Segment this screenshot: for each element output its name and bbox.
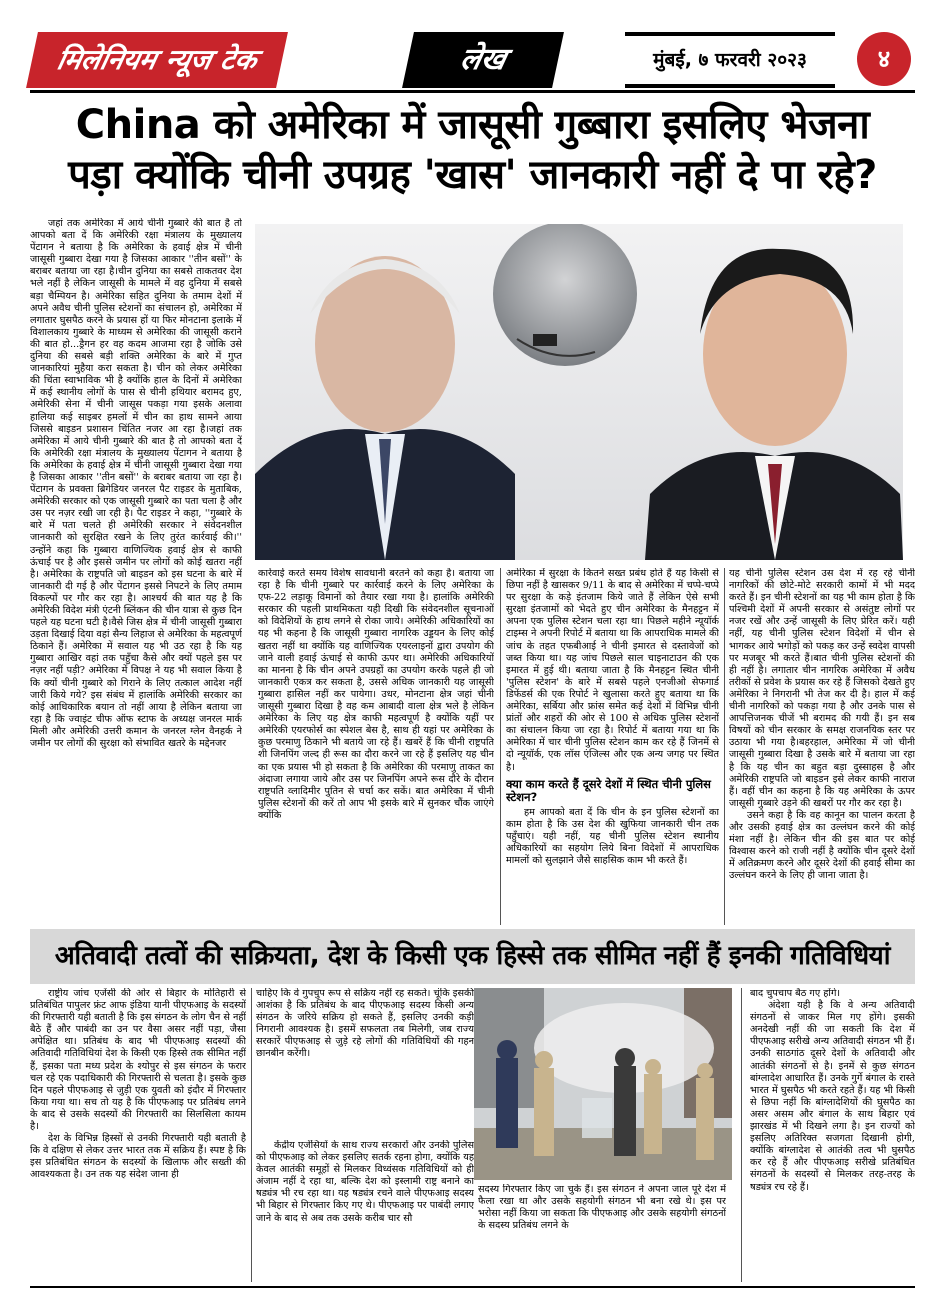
article2-column-1	[30, 988, 246, 1282]
article1-column-3	[506, 568, 719, 925]
article2-column-4	[750, 988, 915, 1282]
article-paragraph: अंदेशा यही है कि वे अन्य अतिवादी संगठनों से जाकर मिल गए होंगे। इसकी अनदेखी नहीं की जा सकती कि देश में पीएफआइ सरीखे अन्य अतिवादी संगठन भी हैं। उनकी साठगांठ दूसरे देशों के अतिवादी और आतंकी संगठनों से है। इनमें से कुछ संगठन बांग्लादेश आधारित हैं। उनके गुर्गे बंगाल के रास्ते भारत में घुसपैठ भी करते रहते हैं। यह भी किसी से छिपा नहीं कि बांग्लादेशियों की घुसपैठ का असर असम और बंगाल के साथ बिहार एवं झारखंड में भी दिखने लगा है। इन राज्यों को इसलिए अतिरिक्त सजगता दिखानी होगी, क्योंकि बांग्लादेश से आतंकी तत्व भी घुसपैठ कर रहे हैं और पीएफआइ सरीखे प्रतिबंधित संगठनों के सदस्यों से मिलकर तरह-तरह के षड्यंत्र रच रहे हैं।	[750, 1000, 915, 1193]
masthead	[0, 0, 945, 92]
main-headline	[20, 100, 925, 210]
headline-line-1: China को अमेरिका में जासूसी गुब्बारा इसलिए भेजना	[75, 102, 870, 148]
column-divider	[500, 568, 501, 925]
article-paragraph: बाद चुपचाप बैठ गए होंगे।	[750, 988, 841, 999]
article1-column-1	[30, 218, 242, 925]
bottom-rule	[30, 1286, 915, 1288]
article-subheading: क्या काम करते हैं दूसरे देशों में स्थित चीनी पुलिस स्टेशन?	[506, 776, 711, 804]
section-label: लेख	[402, 32, 564, 88]
main-photo	[255, 224, 903, 560]
page-number: ४	[857, 32, 911, 86]
article-paragraph: चाहिए कि वे गुपचुप रूप से सक्रिय नहीं रह सकते। चूंकि इसकी आशंका है कि प्रतिबंध के बाद पीएफआइ सदस्य किसी अन्य संगठन के जरिये सक्रिय हो सकते हैं, इसलिए उनकी कड़ी निगरानी आवश्यक है। इसमें सफलता तब मिलेगी, जब राज्य सरकारें पीएफआइ से जुड़े रहे लोगों की गतिविधियों की गहन छानबीन करेंगी।	[256, 988, 474, 1060]
article-paragraph: उसने कहा है कि वह कानून का पालन करता है और उसकी हवाई क्षेत्र का उल्लंघन करने की कोई मंशा नहीं है। लेकिन चीन की इस बात पर कोई विश्वास करने को राजी नहीं है क्योंकि चीन दूसरे देशों में अतिक्रमण करने और दूसरे देशों की हवाई सीमा का उल्लंघन करने के लिए ही जाना जाता है।	[729, 809, 915, 882]
newspaper-brand: मिलेनियम न्यूज टेक	[26, 32, 288, 88]
biden-xi-balloon-illustration	[255, 224, 903, 560]
article1-column-2	[258, 568, 494, 925]
article1-column-4	[729, 568, 915, 925]
article2-column-2	[256, 988, 474, 1137]
article-paragraph: हम आपको बता दें कि चीन के इन पुलिस स्टेशनों का काम होता है कि उस देश की खुफिया जानकारी चीन तक पहुँचाएं। यही नहीं, यह चीनी पुलिस स्टेशन स्थानीय अधिकारियों का सहयोग लिये बिना विदेशों में आपराधिक मामलों को सुलझाने जैसे साहसिक काम भी करते हैं।	[506, 806, 719, 866]
article-paragraph: अमेरिका में सुरक्षा के कितने सख्त प्रबंध होते हैं यह किसी से छिपा नहीं है खासकर 9/11 के बाद से अमेरिका में चप्पे-चप्पे पर सुरक्षा के कड़े इंतजाम किये जाते हैं लेकिन ऐसे सभी सुरक्षा इंतजामों को भेदते हुए चीन अमेरिका के मैनहट्टन में अपना एक पुलिस स्टेशन चला रहा था। पिछले महीने न्यूयॉर्क टाइम्स ने अपनी रिपोर्ट में बताया था कि आपराधिक मामले की जांच के तहत एफबीआई ने चीनी इमारत से दस्तावेजों को जब्त किया था। यह जांच पिछले साल चाइनाटाउन की एक इमारत में हुई थी। बताया जाता है कि मैनहट्टन स्थित चीनी 'पुलिस स्टेशन' के बारे में सबसे पहले एनजीओ सेफगार्ड डिफेंडर्स की एक रिपोर्ट ने खुलासा करते हुए बताया था कि अमेरिका, सर्बिया और फ्रांस समेत कई देशों में विभिन्न चीनी प्रांतों और शहरों की ओर से 100 से अधिक पुलिस स्टेशनों का संचालन किया जा रहा है। रिपोर्ट में बताया गया था कि अमेरिका में चार चीनी पुलिस स्टेशन काम कर रहे हैं जिनमें से दो न्यूयॉर्क, एक लॉस एंजिल्स और एक अन्य जगह पर स्थित है।	[506, 568, 719, 773]
police-street-scene-illustration	[474, 988, 732, 1180]
article-paragraph: केंद्रीय एजेंसियों के साथ राज्य सरकारों और उनकी पुलिस को पीएफआइ को लेकर इसलिए सतर्क रहना होगा, क्योंकि यह केवल आतंकी समूहों से मिलकर विध्वंसक गतिविधियों को ही अंजाम नहीं दे रहा था, बल्कि देश को इस्लामी राष्ट्र बनाने का षड्यंत्र भी रच रहा था। यह षड्यंत्र रचने वाले पीएफआइ सदस्य भी बिहार से गिरफ्तार किए गए थे। पीएफआइ पर पाबंदी लगाए जाने के बाद से अब तक उसके करीब चार सौ	[256, 1140, 474, 1224]
article-paragraph: जहां तक अमेरिका में आये चीनी गुब्बारे की बात है तो आपको बता दें कि अमेरिकी रक्षा मंत्रालय के मुख्यालय पेंटागन ने बताया है कि अमेरिका के हवाई क्षेत्र में चीनी जासूसी गुब्बारा देखा गया है जिसका आकार ''तीन बसों'' के बराबर बताया जा रहा है।चीन दुनिया का सबसे ताकतवर देश भले नहीं है लेकिन जासूसी के मामले में वह दुनिया में सबसे बड़ा चैम्पियन है। अमेरिका सहित दुनिया के तमाम देशों में अपने अवैध चीनी पुलिस स्टेशनों का संचालन हो, अमेरिका में लगातार घुसपैठ करने के प्रयास हों या फिर मोनटाना इलाके में विशालकाय गुब्बारे के माध्यम से अमेरिका की जासूसी कराने की बात हो...ड्रैगन हर वह कदम आजमा रहा है जोकि उसे दुनिया की सबसे बड़ी शक्ति अमेरिका के बारे में गुप्त जानकारियां मुहैया करा सकता है। चीन को लेकर अमेरिका की चिंता स्वाभाविक भी है क्योंकि हाल के दिनों में अमेरिका में कई स्थानीय लोगों के पास से चीनी हथियार बरामद हुए, अमेरिकी सेना में चीनी जासूस पकड़ा गया इसके अलावा हालिया कई साइबर हमलों में चीन का हाथ सामने आया जिससे बाइडन प्रशासन चिंतित नजर आ रहा है।जहां तक अमेरिका में आये चीनी गुब्बारे की बात है तो आपको बता दें कि अमेरिकी रक्षा मंत्रालय के मुख्यालय पेंटागन ने बताया है कि अमेरिका के हवाई क्षेत्र में चीनी जासूसी गुब्बारा देखा गया है जिसका आकार ''तीन बसों'' के बराबर बताया जा रहा है। पेंटागन के प्रवक्ता ब्रिगेडियर जनरल पैट राइडर के मुताबिक, अमेरिकी सरकार को एक जासूसी गुब्बारे का पता चला है और उस पर नज़र रखी जा रही है। पैट राइडर ने कहा, ''गुब्बारे के बारे में पता चलते ही अमेरिकी सरकार ने संवेदनशील जानकारी को सुरक्षित रखने के लिए तुरंत कार्रवाई की।'' उन्होंने कहा कि गुब्बारा वाणिज्यिक हवाई क्षेत्र से काफी ऊंचाई पर है और इससे जमीन पर लोगों को कोई खतरा नहीं है। अमेरिका के राष्ट्रपति जो बाइडन को इस घटना के बारे में जानकारी दी गई है और पेंटागन इससे निपटने के लिए तमाम विकल्पों पर गौर कर रहा है। आश्चर्य की बात यह है कि अमेरिकी विदेश मंत्री एंटनी ब्लिंकन की चीन यात्रा से कुछ दिन पहले यह घटना घटी है।वैसे जिस क्षेत्र में चीनी जासूसी गुब्बारा उड़ता दिखाई दिया वहां सैन्य लिहाज से अमेरिका के महत्वपूर्ण ठिकाने हैं। अमेरिका में सवाल यह भी उठ रहा है कि यह गुब्बारा आखिर वहां तक पहुँचा कैसे और क्यों पहले इस पर नज़र नहीं पड़ी? अमेरिका में विपक्ष ने यह भी सवाल किया है कि क्यों चीनी गुब्बारे को गिराने के लिए तत्काल आदेश नहीं जारी किये गये? इस संबंध में हालांकि अमेरिकी सरकार का कोई आधिकारिक बयान तो नहीं आया है लेकिन बताया जा रहा है कि ज्वाइंट चीफ ऑफ स्टाफ के अध्यक्ष जनरल मार्क मिली और अमेरिकी उत्तरी कमान के जनरल ग्लेन वैनहर्क ने जमीन पर लोगों की सुरक्षा को संभावित खतरे के मद्देनजर	[30, 218, 242, 750]
column-divider	[251, 988, 252, 1282]
article-paragraph: कार्रवाई करते समय विशेष सावधानी बरतने को कहा है। बताया जा रहा है कि चीनी गुब्बारे पर कार्रवाई करने के लिए अमेरिका के एफ-22 लड़ाकू विमानों को तैयार रखा गया है। हालांकि अमेरिकी सरकार की पहली प्राथमिकता यही दिखी कि संवेदनशील सूचनाओं को विदेशियों के हाथ लगने से रोका जाये। अमेरिकी अधिकारियों का यह भी कहना है कि जासूसी गुब्बारा नागरिक उड्डयन के लिए कोई खतरा नहीं था क्योंकि यह वाणिज्यिक एयरलाइनों द्वारा उपयोग की जाने वाली हवाई ऊंचाई से काफी ऊपर था। अमेरिकी अधिकारियों का मानना है कि चीन अपने उपग्रहों का उपयोग करके पहले ही जो जानकारी एकत्र कर सकता है, उससे अधिक जानकारी यह जासूसी गुब्बारा हासिल नहीं कर पायेगा। उधर, मोनटाना क्षेत्र जहां चीनी जासूसी गुब्बारा दिखा है वह कम आबादी वाला क्षेत्र भले है लेकिन अमेरिका के लिए यह क्षेत्र काफी महत्वपूर्ण है क्योंकि यहीं पर अमेरिकी एयरफोर्स का स्पेशल बेस है, साथ ही यहां पर अमेरिका के कुछ परमाणु ठिकाने भी बताये जा रहे हैं। खबरें हैं कि चीनी राष्ट्रपति शी जिनपिंग जल्द ही रूस का दौरा करने जा रहे हैं इसलिए यह चीन का एक प्रयास भी हो सकता है कि अमेरिका की परमाणु ताकत का अंदाजा लगाया जाये और उस पर जिनपिंग अपने रूस दौरे के दौरान राष्ट्रपति व्लादिमीर पुतिन से चर्चा कर सकें। बात अमेरिका में चीनी पुलिस स्टेशनों की करें तो आप भी इसके बारे में सुनकर चौंक जाएंगे क्योंकि	[258, 568, 494, 821]
article-paragraph: यह चीनी पुलिस स्टेशन उस देश में रह रहे चीनी नागरिकों की छोटे-मोटे सरकारी कामों में भी मदद करते हैं। इन चीनी स्टेशनों का यह भी काम होता है कि पश्चिमी देशों में अपनी सरकार से असंतुष्ट लोगों पर नजर रखें और उन्हें जासूसी के लिए प्रेरित करें। यही नहीं, यह चीनी पुलिस स्टेशन विदेशों में चीन से भागकर आये भगोड़ों को पकड़ कर उन्हें स्वदेश वापसी पर मजबूर भी करते हैं।बात चीनी पुलिस स्टेशनों की ही नहीं है। लगातार चीन नागरिक अमेरिका में अवैध तरीकों से प्रवेश के प्रयास कर रहे हैं जिसको देखते हुए अमेरिका ने निगरानी भी तेज कर दी है। हाल में कई चीनी नागरिकों को पकड़ा गया है और उनके पास से आपत्तिजनक चीजें भी बरामद की गयी हैं। इन सब विषयों को चीन सरकार के समक्ष राजनयिक स्तर पर उठाया भी गया है।बहरहाल, अमेरिका में जो चीनी जासूसी गुब्बारा दिखा है उसके बारे में बताया जा रहा है कि यह चीन का बहुत बड़ा दुस्साहस है और अमेरिकी राष्ट्रपति जो बाइडन इसे लेकर काफी नाराज हैं। वहीं चीन का कहना है कि यह अमेरिका के ऊपर जासूसी गुब्बारे उड़ने की खबरों पर गौर कर रहा है।	[729, 568, 915, 809]
dateline: मुंबई, ७ फरवरी २०२३	[625, 32, 835, 88]
balloon-graphic	[493, 224, 637, 366]
headline-line-2: पड़ा क्योंकि चीनी उपग्रह 'खास' जानकारी नहीं दे पा रहे?	[68, 152, 877, 198]
article2-column-3	[478, 1184, 726, 1282]
masthead-rule	[30, 90, 915, 93]
column-divider	[724, 568, 725, 925]
article-paragraph: राष्ट्रीय जांच एजेंसी की ओर से बिहार के मोतिहारी से प्रतिबंधित पापुलर फ्रंट आफ इंडिया यानी पीएफआइ के सदस्यों की गिरफ्तारी यही बताती है कि इस संगठन के लोग चैन से नहीं बैठे हैं और पाबंदी का उन पर वैसा असर नहीं पड़ा, जैसा अपेक्षित था। प्रतिबंध के बाद भी पीएफआइ सदस्यों की अतिवादी गतिविधियां देश के किसी एक हिस्से तक सीमित नहीं हैं, इसका पता मध्य प्रदेश के श्योपुर से इस संगठन के फरार चल रहे एक पदाधिकारी की गिरफ्तारी से चलता है। इसके कुछ दिन पहले पीएफआइ से जुड़ी एक युवती को इंदौर में गिरफ्तार किया गया था। सच तो यह है कि पीएफआइ पर प्रतिबंध लगने के बाद से उसके सदस्यों की गिरफ्तारी का सिलसिला कायम है।	[30, 988, 246, 1133]
second-headline: अतिवादी तत्वों की सक्रियता, देश के किसी एक हिस्से तक सीमित नहीं हैं इनकी गतिविधियां	[54, 941, 891, 971]
article2-column-2-continued	[256, 1140, 474, 1282]
column-divider	[741, 988, 742, 1282]
article-paragraph: सदस्य गिरफ्तार किए जा चुके हैं। इस संगठन ने अपना जाल पूरे देश में फैला रखा था और उसके सहयोगी संगठन भी बना रखे थे। इस पर भरोसा नहीं किया जा सकता कि पीएफआइ और उसके सहयोगी संगठनों के सदस्य प्रतिबंध लगने के	[478, 1184, 726, 1232]
second-photo	[474, 988, 732, 1180]
article-paragraph: देश के विभिन्न हिस्सों से उनकी गिरफ्तारी यही बताती है कि वे दक्षिण से लेकर उत्तर भारत तक में सक्रिय हैं। स्पष्ट है कि इस प्रतिबंधित संगठन के सदस्यों के खिलाफ और सख्ती की आवश्यकता है। उन तक यह संदेश जाना ही	[30, 1133, 246, 1181]
